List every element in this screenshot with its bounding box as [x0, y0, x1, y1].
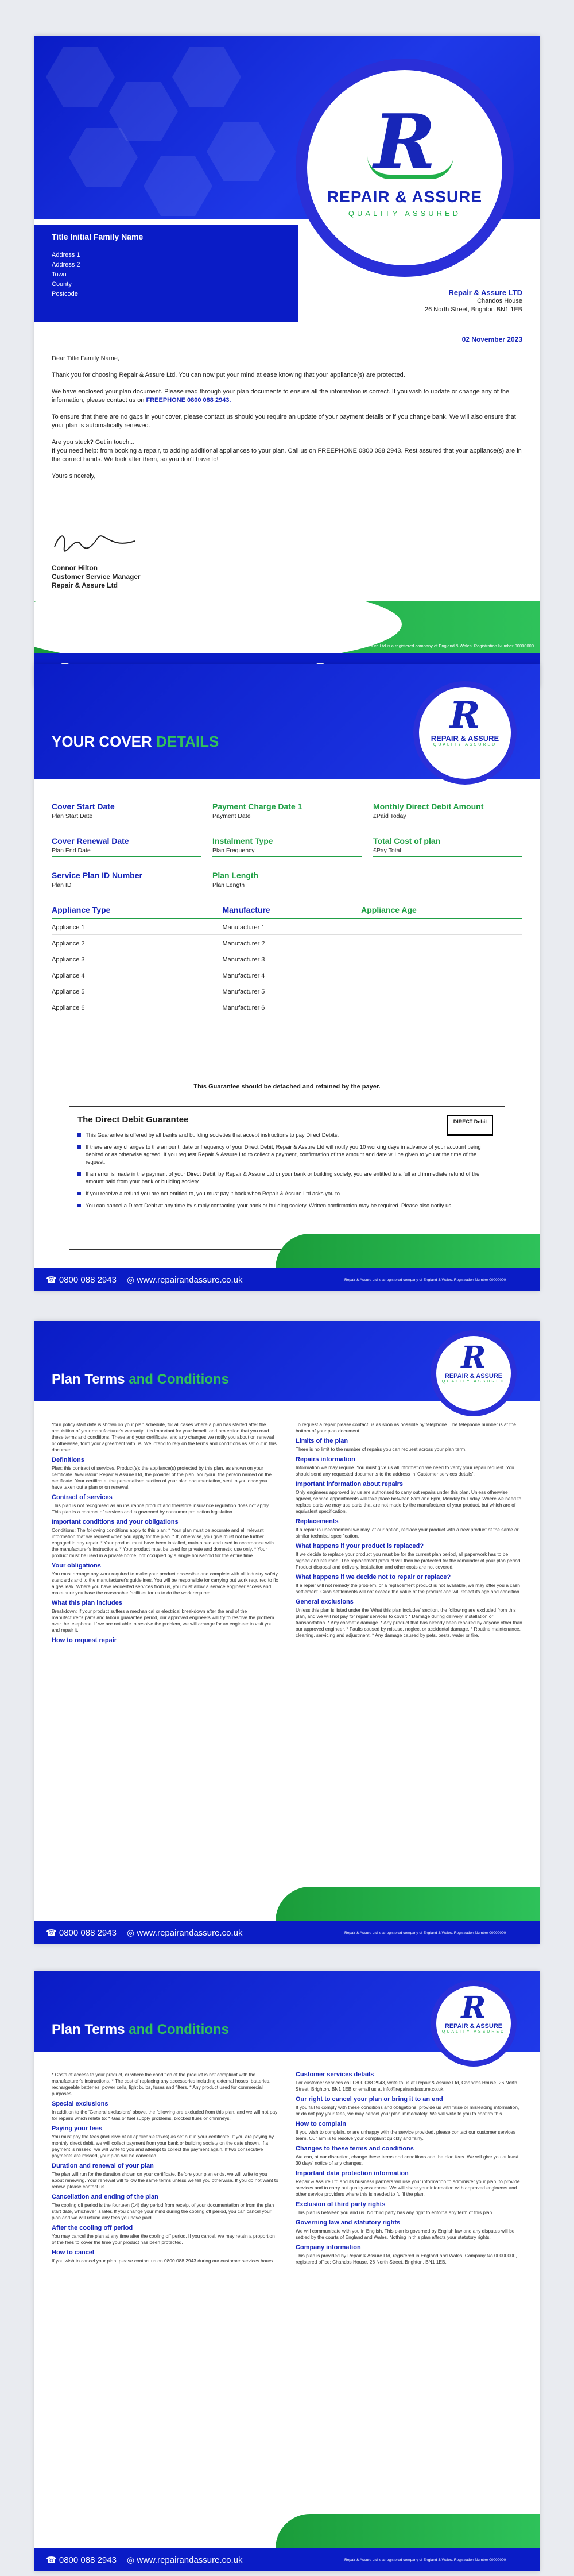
- address-line: County: [52, 281, 72, 288]
- cover-field: Payment Charge Date 1 Payment Date: [212, 802, 362, 822]
- sender-address: [425, 288, 522, 314]
- signer-role: Customer Service Manager: [52, 573, 141, 581]
- address-line: Address 2: [52, 261, 80, 268]
- terms-section-heading: Important conditions and your obligations: [52, 1519, 179, 1525]
- footer-contacts: [34, 1268, 540, 1291]
- footer-website[interactable]: ◎ www.repairandassure.co.uk: [126, 2555, 243, 2565]
- brand-logo: [307, 70, 502, 265]
- table-row: Appliance 4 Manufacturer 4: [52, 967, 522, 983]
- terms-section-text: If you wish to cancel your plan, please contact us on 0800 088 2943 during our customer services hours.: [52, 2258, 274, 2264]
- logo-r-icon: R: [449, 694, 480, 737]
- column-header: Manufacture: [222, 905, 361, 918]
- brand-logo-small: [430, 1330, 517, 1416]
- terms-section-heading: Duration and renewal of your plan: [52, 2162, 154, 2169]
- letter-paragraph: To ensure that there are no gaps in your cover, please contact us should you require an update of your payment details or if you change bank. We will also ensure that your plan is automatically renewed.: [52, 414, 516, 429]
- cover-field: Cover Start Date Plan Start Date: [52, 802, 201, 822]
- terms-section-heading: Changes to these terms and conditions: [296, 2145, 414, 2152]
- terms-section-text: This plan is between you and us. No third party has any right to enforce any term of this plan.: [296, 2210, 494, 2215]
- logo-tagline: QUALITY ASSURED: [433, 743, 497, 747]
- terms-section-heading: After the cooling off period: [52, 2224, 133, 2231]
- list-item: This Guarantee is offered by all banks and building societies that accept instructions to pay Direct Debits.: [77, 1131, 497, 1139]
- terms-section-text: In addition to the 'General exclusions' above, the following are excluded from this plan, and we will not pay for repairs which relate to: * Gas or fuel supply problems, blocked flues or chimneys.: [52, 2109, 278, 2121]
- terms-section-heading: What this plan includes: [52, 1600, 122, 1606]
- terms-columns: [52, 2072, 522, 2268]
- cover-field: Monthly Direct Debit Amount £Paid Today: [373, 802, 522, 822]
- footer-legal: Repair & Assure Ltd is a registered company of England & Wales. Registration Number 00000000: [344, 1930, 506, 1935]
- logo-name: REPAIR & ASSURE: [430, 734, 499, 743]
- cover-field: Plan Length Plan Length: [212, 871, 362, 891]
- logo-name: REPAIR & ASSURE: [327, 188, 483, 206]
- footer-legal: Repair & Assure Ltd is a registered company of England & Wales. Registration Number 00000000: [344, 2558, 506, 2562]
- terms-section-heading: Our right to cancel your plan or bring it to an end: [296, 2096, 443, 2103]
- appliance-table: [52, 905, 522, 1015]
- salutation: Dear Title Family Name,: [52, 355, 119, 362]
- terms-section-text: Conditions: The following conditions apply to this plan: * Your plan must be accurate and all relevant information that we request when you apply for the plan. * If, otherwise, you give must not be further engaged in any repair. * Your product must have been installed, maintained and used in accordance with the manufacturer's instructions. * Your product must be used for private and domestic use only. * Your product must be used in a private home, not occupied by a single household for the entire time.: [52, 1527, 274, 1558]
- terms-section-heading: Special exclusions: [52, 2100, 108, 2107]
- terms-section-heading: Company information: [296, 2244, 361, 2251]
- terms-section-heading: What happens if your product is replaced?: [296, 1543, 424, 1550]
- list-item: You can cancel a Direct Debit at any time by simply contacting your bank or building society. Written confirmation may be required. Please also notify us.: [77, 1202, 497, 1210]
- address-line: Town: [52, 271, 67, 278]
- footer-phone[interactable]: ☎ 0800 088 2943: [46, 1928, 117, 1938]
- letter-page: [34, 36, 540, 688]
- signoff: Yours sincerely,: [52, 473, 96, 480]
- terms-section-heading: How to cancel: [52, 2249, 94, 2256]
- cover-field: Cover Renewal Date Plan End Date: [52, 836, 201, 857]
- logo-tagline: QUALITY ASSURED: [441, 1380, 506, 1384]
- footer-phone[interactable]: ☎ 0800 088 2943: [46, 2555, 117, 2565]
- recipient-address: [34, 248, 298, 322]
- terms-section-heading: Customer services details: [296, 2071, 374, 2078]
- terms-section-text: For customer services call 0800 088 2943, write to us at Repair & Assure Ltd, Chandos House, 26 North Street, Brighton, BN1 1EB or email us at info@repairandassure.co.uk.: [296, 2080, 517, 2092]
- terms-title: Plan Terms and Conditions: [52, 2022, 229, 2037]
- direct-debit-guarantee: [69, 1106, 505, 1250]
- footer-legal: Repair & Assure Ltd is a registered company of England & Wales. Registration Number 00000000: [347, 643, 534, 648]
- terms-section-text: If a repair will not remedy the problem, or a replacement product is not available, we may offer you a cash settlement. Cash settlements will not exceed the value of the product and will reflect its age and condition.: [296, 1582, 521, 1594]
- footer-green-band: [276, 2514, 540, 2548]
- terms-section-text: If you fail to comply with these conditions and obligations, provide us with false or misleading information, or do not pay your fees, we may cancel your plan immediately. We will write to you to confirm this.: [296, 2104, 519, 2117]
- terms-section-heading: How to request repair: [52, 1637, 117, 1644]
- terms-section-text: To request a repair please contact us as soon as possible by telephone. The telephone number is at the bottom of your plan document.: [296, 1422, 516, 1434]
- cover-field: Total Cost of plan £Pay Total: [373, 836, 522, 857]
- terms-section-text: We can, at our discretion, change these terms and conditions and the plan fees. We will give you at least 30 days' notice of any changes.: [296, 2154, 518, 2166]
- terms-section-heading: Governing law and statutory rights: [296, 2219, 401, 2226]
- list-item: If an error is made in the payment of your Direct Debit, by Repair & Assure Ltd or your bank or building society, you are entitled to a full and immediate refund of the amount paid from your bank or building society.: [77, 1171, 497, 1185]
- brand-logo-small: [413, 681, 517, 785]
- logo-swoosh-icon: [367, 156, 453, 179]
- footer-green-band: [276, 1234, 540, 1268]
- column-header: Appliance Type: [52, 905, 222, 918]
- direct-debit-logo-icon: DIRECT Debit: [447, 1115, 493, 1136]
- letter-body: [52, 354, 522, 489]
- terms-section-heading: Replacements: [296, 1518, 339, 1525]
- cover-field: Service Plan ID Number Plan ID: [52, 871, 201, 891]
- signature-icon: [52, 530, 138, 553]
- logo-r-icon: R: [373, 98, 436, 186]
- terms-section-heading: Limits of the plan: [296, 1438, 348, 1445]
- list-item: If there are any changes to the amount, date or frequency of your Direct Debit, Repair & Assure Ltd will notify you 10 working days in advance of your account being debited or as otherwise agreed. If you request Repair & Assure Ltd to collect a payment, confirmation of the amount and date will be given to you at the time of the request.: [77, 1144, 497, 1166]
- logo-r-icon: R: [461, 1990, 486, 2025]
- logo-r-icon: R: [461, 1340, 486, 1375]
- terms-section-heading: Your obligations: [52, 1562, 101, 1569]
- cover-details-page: [34, 664, 540, 1291]
- table-row: Appliance 5 Manufacturer 5: [52, 983, 522, 999]
- logo-tagline: QUALITY ASSURED: [441, 2030, 506, 2034]
- sender-address-line: Chandos House: [477, 298, 522, 304]
- cover-fields: [52, 802, 522, 891]
- letter-paragraph: Are you stuck? Get in touch... If you need help: from booking a repair, to adding additional appliances to your plan. Call us on FREEPHONE 0800 088 2943. Rest assured that your appliance(s) are in the correct hands. We look after them, so you don't have to!: [52, 439, 522, 463]
- terms-section-text: There is no limit to the number of repairs you can request across your plan term.: [296, 1446, 467, 1452]
- terms-title: Plan Terms and Conditions: [52, 1372, 229, 1387]
- recipient-title: Title Initial Family Name: [34, 225, 298, 248]
- letter-date: 02 November 2023: [461, 335, 522, 343]
- terms-columns: [52, 1422, 522, 1644]
- column-header: Appliance Age: [361, 905, 522, 918]
- terms-section-text: Plan: this contract of services. Product(s): the appliance(s) protected by this plan, as shown on your certificate. We/us/our: Repair & Assure Ltd, the provider of the plan. You/your: the person named on the certificate. Your certificate: the personalised section of your plan documentation, sent to you once you have taken out a plan or on renewal.: [52, 1465, 272, 1490]
- terms-section-text: Information we may require. You must give us all information we need to verify your repair request. You should send any requested documents to the address in 'Customer services details'.: [296, 1465, 514, 1477]
- sender-company: Repair & Assure LTD: [448, 288, 522, 297]
- cover-field: Instalment Type Plan Frequency: [212, 836, 362, 857]
- terms-section-text: We will communicate with you in English. This plan is governed by English law and any disputes will be settled by the courts of England and Wales. Nothing in this plan affects your statutory rights.: [296, 2228, 515, 2240]
- brand-logo-small: [430, 1980, 517, 2067]
- terms-section-heading: What happens if we decide not to repair or replace?: [296, 1574, 451, 1581]
- table-row: Appliance 6 Manufacturer 6: [52, 999, 522, 1015]
- terms-section-text: You must arrange any work required to make your product accessible and complete with all industry safety standards and to the manufacturer's guidelines. You will be responsible for carrying out work required to fix a gas leak. Where you have requested services from us, you must allow a service engineer access and make sure you have the reasonable facilities for us to do the work required.: [52, 1571, 278, 1596]
- signer-block: [52, 564, 141, 590]
- terms-section-text: Only engineers approved by us are authorised to carry out repairs under this plan. Unless otherwise agreed, service appointments will take place between 8am and 6pm, Monday to Friday. Where we need to replace parts we may use parts that are not made by the manufacturer of your product, but which are of equivalent specification.: [296, 1489, 522, 1514]
- logo-name: REPAIR & ASSURE: [444, 2023, 503, 2030]
- address-line: Address 1: [52, 252, 80, 258]
- terms-section-text: This plan is provided by Repair & Assure Ltd, registered in England and Wales, Company No 00000000, registered office: Chandos House, 26 North Street, Brighton, BN1 1EB.: [296, 2253, 517, 2265]
- terms-section-text: If a repair is uneconomical we may, at our option, replace your product with a new product of the same or similar technical specification.: [296, 1527, 519, 1539]
- terms-page-1: [34, 1321, 540, 1944]
- terms-section-text: If you wish to complain, or are unhappy with the service provided, please contact our customer services team. Our aim is to resolve your complaint quickly and fairly.: [296, 2129, 516, 2141]
- signer-company: Repair & Assure Ltd: [52, 581, 118, 589]
- terms-section-heading: Important data protection information: [296, 2170, 409, 2177]
- terms-section-text: Unless this plan is listed under the 'What this plan includes' section, the following are excluded from this plan, and we will not pay for repair services to cover: * Damage during delivery, installation or transportation. * Any cosmetic damage. * Any product that has already been repaired by anyone other than our approved engineer. * Faults caused by misuse, neglect or accidental damage. * Routine maintenance, cleaning, servicing and adjustment. * Any damage caused by pets, pests, water or fire.: [296, 1607, 522, 1638]
- terms-section-heading: Paying your fees: [52, 2125, 103, 2132]
- footer-contacts: [34, 2548, 540, 2571]
- footer-green-band: [276, 1887, 540, 1921]
- terms-section-text: Your policy start date is shown on your plan schedule, for all cases where a plan has started after the acquisition of your manufacturer's warranty. It is important for your benefit and protection that you read these terms and conditions. These and your certificate, and any changes we notify you about on renewal or otherwise, form your agreement with us. We intend to rely on the terms and conditions as set out in this document.: [52, 1422, 277, 1453]
- inline-phone: FREEPHONE 0800 088 2943.: [146, 397, 231, 404]
- logo-name: REPAIR & ASSURE: [444, 1373, 503, 1380]
- sender-address-line: 26 North Street, Brighton BN1 1EB: [425, 306, 522, 313]
- terms-section-heading: Definitions: [52, 1457, 84, 1463]
- footer-website[interactable]: ◎ www.repairandassure.co.uk: [126, 1275, 243, 1285]
- terms-section-heading: How to complain: [296, 2121, 346, 2127]
- terms-section-text: This plan is not recognised as an insurance product and therefore insurance regulation does not apply. This plan is a contract of services and is governed by consumer protection legislation.: [52, 1503, 270, 1515]
- terms-section-text: The plan will run for the duration shown on your certificate. Before your plan ends, we will write to you about renewing. Your renewal will follow the same terms unless we tell you otherwise. If you do not want to renew, please contact us.: [52, 2171, 278, 2189]
- table-row: Appliance 3 Manufacturer 3: [52, 951, 522, 967]
- cover-title: YOUR COVER DETAILS: [52, 733, 219, 750]
- terms-section-heading: Contract of services: [52, 1494, 113, 1501]
- terms-section-text: You may cancel the plan at any time after the cooling off period. If you cancel, we may retain a proportion of the fees to cover the time your product has been protected.: [52, 2233, 275, 2245]
- letter-paragraph: We have enclosed your plan document. Please read through your plan documents to ensure all the information is correct. If you wish to update or change any of the information, please contact us on FREEPHONE 0800 088 2943.: [52, 388, 510, 404]
- terms-page-2: [34, 1971, 540, 2571]
- terms-section-heading: Repairs information: [296, 1456, 355, 1463]
- dd-title: The Direct Debit Guarantee: [77, 1115, 189, 1125]
- footer-phone[interactable]: ☎ 0800 088 2943: [46, 1275, 117, 1285]
- terms-section-text: Repair & Assure Ltd and its business partners will use your information to administer your plan, to provide services and to carry out quality assurance. We will share your information with approved engineers and other service providers where this is needed to fulfil the plan.: [296, 2179, 520, 2197]
- logo-tagline: QUALITY ASSURED: [348, 209, 461, 218]
- terms-section-text: You must pay the fees (inclusive of all applicable taxes) as set out in your certificate. If you are paying by monthly direct debit, we will collect payment from your bank or building society on the date shown. If a payment is missed, we will write to you and attempt to collect the payment again. If two consecutive payments are missed, your plan will be cancelled.: [52, 2134, 274, 2158]
- address-line: Postcode: [52, 291, 78, 298]
- terms-section-text: Breakdown: If your product suffers a mechanical or electrical breakdown after the end of the manufacturer's parts and labour guarantee period, our approved engineers will try to resolve the problem over the telephone. If we are not able to resolve the problem, we will arrange for an engineer to visit you and repair it.: [52, 1608, 274, 1633]
- terms-section-text: * Costs of access to your product, or where the condition of the product is not compliant with the manufacturer's instructions. * The cost of replacing any accessories including external hoses, batteries, rechargeable batteries, power cells, light bulbs, fuses and filters. * Any product used for commercial purposes.: [52, 2072, 271, 2096]
- footer-website[interactable]: ◎ www.repairandassure.co.uk: [126, 1928, 243, 1938]
- letter-paragraph: Thank you for choosing Repair & Assure Ltd. You can now put your mind at ease knowing that your appliance(s) are protected.: [52, 372, 405, 379]
- terms-section-heading: Important information about repairs: [296, 1481, 404, 1488]
- terms-section-heading: Cancellation and ending of the plan: [52, 2193, 158, 2200]
- footer-legal: Repair & Assure Ltd is a registered company of England & Wales. Registration Number 00000000: [344, 1277, 506, 1282]
- terms-section-heading: General exclusions: [296, 1598, 354, 1605]
- footer-contacts: [34, 1921, 540, 1944]
- terms-section-heading: Exclusion of third party rights: [296, 2201, 386, 2208]
- terms-section-text: If we decide to replace your product you must be for the current plan period, all paperwork has to be signed and returned. The replacement product will then be protected for the remainder of your plan period. Product disposal and delivery, installation and other costs are not covered.: [296, 1551, 522, 1570]
- list-item: If you receive a refund you are not entitled to, you must pay it back when Repair & Assure Ltd asks you to.: [77, 1190, 497, 1198]
- signer-name: Connor Hilton: [52, 564, 98, 572]
- table-row: Appliance 1 Manufacturer 1: [52, 918, 522, 935]
- detach-note: This Guarantee should be detached and retained by the payer.: [52, 1083, 522, 1094]
- table-row: Appliance 2 Manufacturer 2: [52, 935, 522, 951]
- terms-section-text: The cooling off period is the fourteen (14) day period from receipt of your documentation or from the plan start date, whichever is later. If you change your mind during the cooling off period, you can cancel your plan and we will refund any fees you have paid.: [52, 2202, 274, 2220]
